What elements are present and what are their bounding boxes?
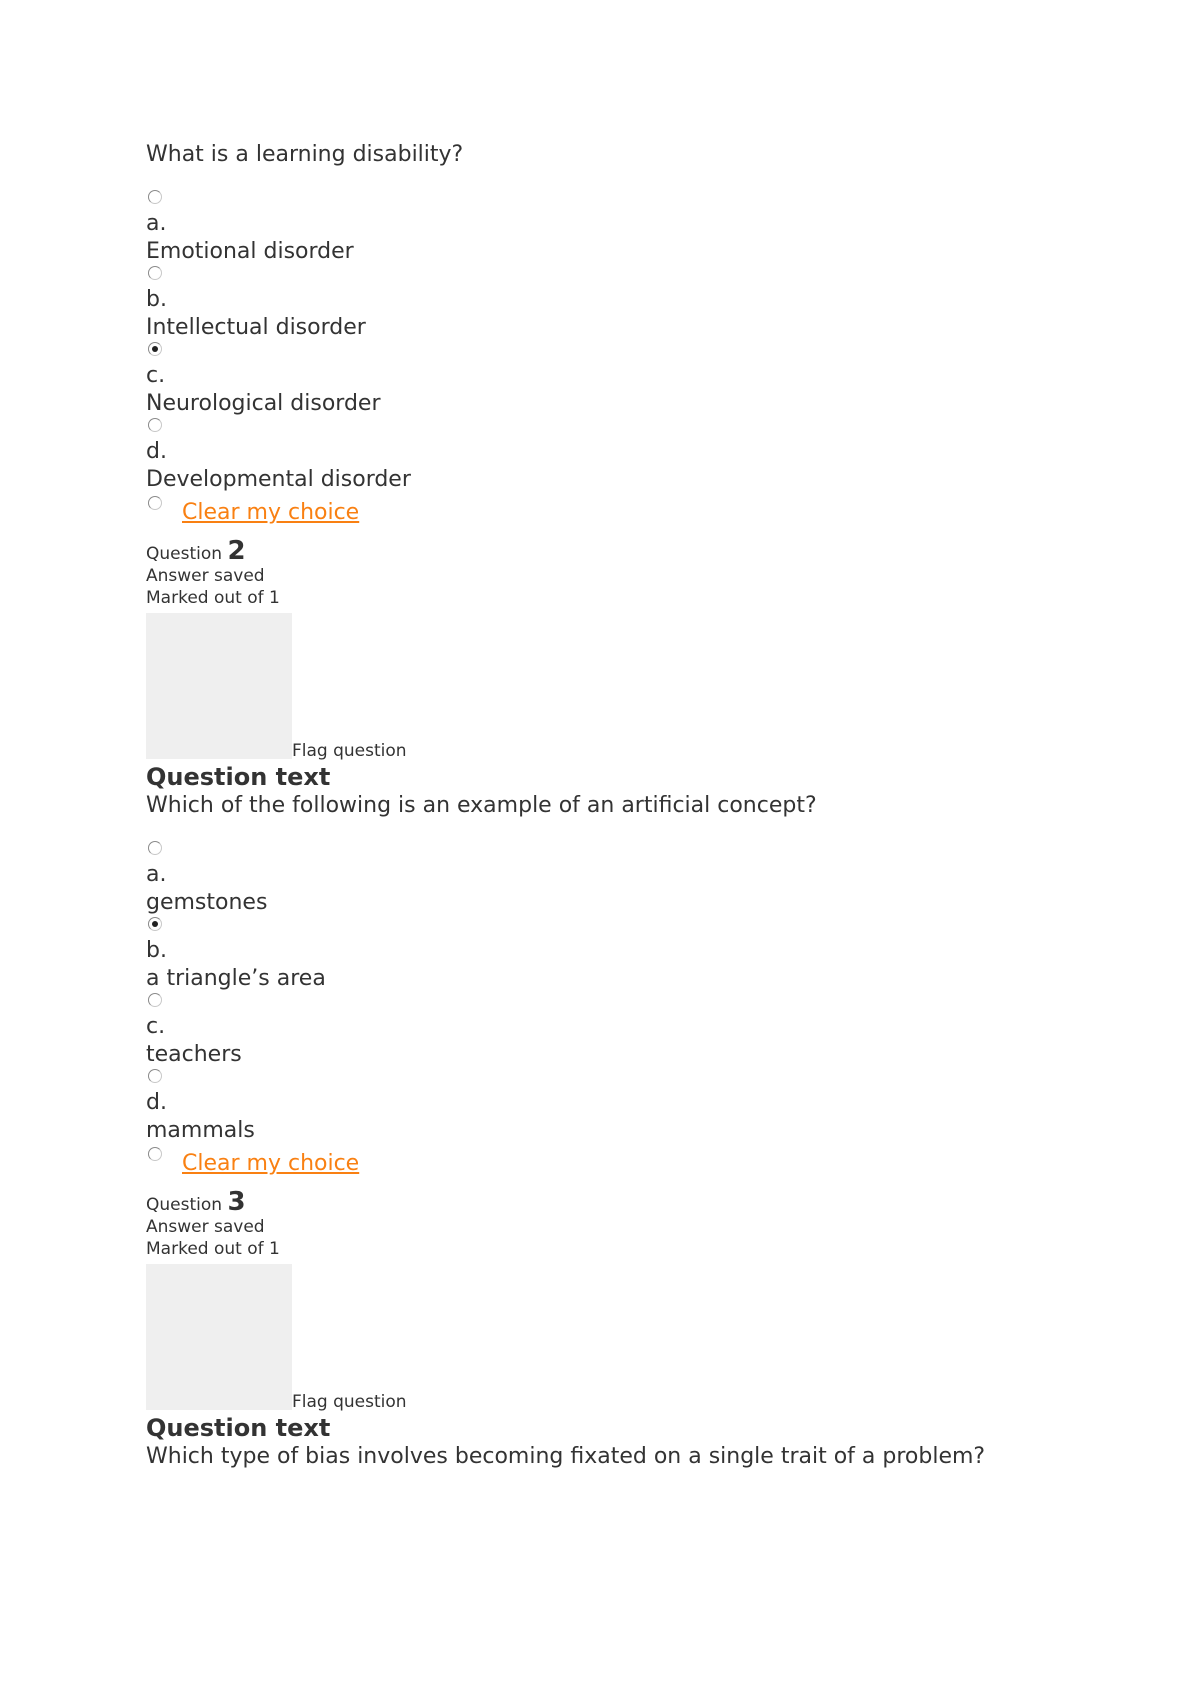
option-letter: b. (146, 287, 167, 312)
flag-icon[interactable] (146, 1264, 292, 1410)
question-text-heading: Question text (146, 763, 331, 791)
question-number (146, 1187, 1146, 1217)
question-3-info (146, 1187, 1146, 1412)
question-text-heading: Question text (146, 1414, 331, 1442)
radio-button-selected[interactable] (148, 342, 162, 356)
flag-icon[interactable] (146, 613, 292, 759)
option-label[interactable]: Neurological disorder (146, 391, 381, 416)
answer-option[interactable] (146, 1069, 1146, 1145)
question-2-answers (146, 841, 1146, 1185)
question-prefix: Question (146, 1195, 223, 1215)
answer-option[interactable] (146, 190, 1146, 266)
question-state: Answer saved (146, 566, 265, 586)
question-3-text: Which type of bias involves becoming fixated on a single trait of a problem? (146, 1444, 986, 1469)
radio-button[interactable] (148, 1069, 162, 1083)
answer-option[interactable] (146, 266, 1146, 342)
option-letter: d. (146, 1090, 167, 1115)
question-number-value: 2 (227, 536, 246, 566)
option-letter: b. (146, 938, 167, 963)
clear-radio-button[interactable] (148, 496, 162, 510)
radio-button[interactable] (148, 841, 162, 855)
question-1-answers (146, 190, 1146, 534)
flag-question-label[interactable]: Flag question (292, 1392, 407, 1412)
answer-option[interactable] (146, 917, 1146, 993)
option-label[interactable]: mammals (146, 1118, 255, 1143)
radio-button[interactable] (148, 266, 162, 280)
question-2-text: Which of the following is an example of an artificial concept? (146, 793, 817, 818)
answer-option[interactable] (146, 841, 1146, 917)
radio-button[interactable] (148, 418, 162, 432)
answer-option[interactable] (146, 993, 1146, 1069)
question-number (146, 536, 1146, 566)
option-letter: d. (146, 439, 167, 464)
flag-question-label[interactable]: Flag question (292, 741, 407, 761)
question-prefix: Question (146, 544, 223, 564)
option-letter: c. (146, 363, 166, 388)
option-letter: a. (146, 211, 167, 236)
flag-question-row[interactable] (146, 609, 1146, 759)
question-2-info (146, 536, 1146, 761)
quiz-page (146, 140, 1146, 1472)
clear-choice-row (146, 494, 1146, 534)
option-letter: a. (146, 862, 167, 887)
question-number-value: 3 (227, 1187, 246, 1217)
clear-choice-row (146, 1145, 1146, 1185)
option-label[interactable]: teachers (146, 1042, 242, 1067)
option-label[interactable]: Intellectual disorder (146, 315, 366, 340)
question-grade: Marked out of 1 (146, 588, 280, 608)
option-label[interactable]: Emotional disorder (146, 239, 354, 264)
clear-my-choice-link[interactable]: Clear my choice (182, 1151, 360, 1176)
flag-question-row[interactable] (146, 1260, 1146, 1410)
question-grade: Marked out of 1 (146, 1239, 280, 1259)
clear-radio-button[interactable] (148, 1147, 162, 1161)
radio-button[interactable] (148, 190, 162, 204)
radio-button[interactable] (148, 993, 162, 1007)
radio-button-selected[interactable] (148, 917, 162, 931)
option-letter: c. (146, 1014, 166, 1039)
option-label[interactable]: gemstones (146, 890, 268, 915)
question-1-text: What is a learning disability? (146, 142, 464, 167)
option-label[interactable]: Developmental disorder (146, 467, 411, 492)
option-label[interactable]: a triangle’s area (146, 966, 326, 991)
answer-option[interactable] (146, 342, 1146, 418)
clear-my-choice-link[interactable]: Clear my choice (182, 500, 360, 525)
question-state: Answer saved (146, 1217, 265, 1237)
answer-option[interactable] (146, 418, 1146, 494)
